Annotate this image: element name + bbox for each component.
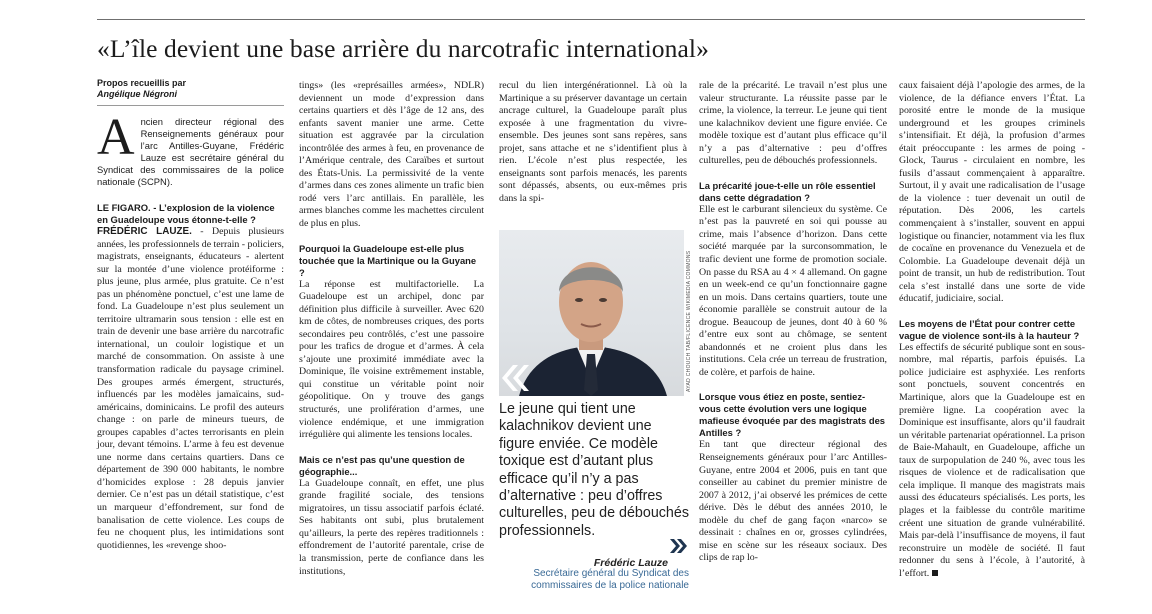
answer-5: En tant que directeur régional des Renseignements généraux pour l’arc Antilles-Guyane, entre 2004 et 2006, puis en tant que conseiller au cabinet du premier ministre de 2007 à 2012, j’ai observé les prémices de cette dérive. Dès le début des années 2010, le modèle du chef de gang façon «narco» se dessinait : chaînes en or, grosses cylindrées, mise en scène sur les réseaux sociaux. Des clips de rap lo-	[699, 439, 887, 564]
headline: «L’île devient une base arrière du narcotrafic international»	[97, 34, 709, 63]
intro-paragraph	[97, 109, 284, 188]
column-5	[899, 80, 1085, 580]
byline-author: Angélique Négroni	[97, 89, 178, 99]
end-mark-icon	[932, 570, 938, 576]
answer-2: La réponse est multifactorielle. La Guadeloupe est un archipel, donc par définition plus difficile à surveiller. Avec 620 km de côtes, de nombreuses criques, des ports secondaires peu contrôlés, c’est une passoire pour les trafics de drogue et d’armes. À cela s’ajoute une proximité immédiate avec la Dominique, île voisine extrêmement instable, qui constitue un véritable point noir géopolitique. On y trouve des gangs structurés, une prolifération d’armes, une violence endémique, et une immigration irrégulière qui alimente les tensions locales.	[299, 278, 484, 441]
question-5: Lorsque vous étiez en poste, sentiez-vous cette évolution vers une logique mafieuse évoquée par des magistrats des Antilles ?	[699, 391, 886, 439]
pull-quote-role: Secrétaire général du Syndicat des commissaires de la police nationale	[531, 568, 689, 591]
answer-1-continued: tings» (les «représailles armées», NDLR) deviennent un mode d’expression dans certains quartiers et dès l’âge de 12 ans, des enfants savent manier une arme. Cette situation est aggravée par la circulation incontrôlée des armes à feu, en provenance de l’Amérique centrale, des Caraïbes et surtout des États-Unis. La permissivité de la vente d’armes dans ces zones alimente un trafic bien rodé vers l’arc antillais. En parallèle, les armes blanches comme les machettes circulent de plus en plus.	[299, 80, 484, 230]
column-4	[699, 80, 887, 565]
byline-separator	[97, 105, 284, 106]
pull-quote-name: Frédéric Lauze	[593, 557, 668, 569]
answer-3: La Guadeloupe connaît, en effet, une plus grande fragilité sociale, des tensions migratoires, un tissu associatif parfois éclaté. Ses habitants ont subi, plus brutalement qu’ailleurs, la perte des repères traditionnels : effondrement de l’autorité parentale, crise de la transmission, perte de confiance dans les institutions,	[299, 477, 484, 577]
column-2	[299, 80, 484, 578]
answer-6	[899, 342, 1085, 580]
answer-3-end: rale de la précarité. Le travail n’est plus une valeur structurante. La réussite passe par le crime, la violence, la terreur. Le jeune qui tient une kalachnikov devient une figure enviée. Ce modèle toxique est d’autant plus efficace qu’il n’y a pas d’alternative : peu d’offres culturelles, peu de débouchés professionnels.	[699, 80, 887, 167]
answer-4: Elle est le carburant silencieux du système. Ce n’est pas la pauvreté en soi qui pousse au crime, mais l’absence d’horizon. Dans cette société marquée par la surconsommation, le trafic devient une forme de promotion sociale. On passe du RSA au 4 × 4 allemand. On gagne en un week-end ce qu’un fonctionnaire gagne en un mois. Dans certains quartiers, toute une économie parallèle se construit autour de la drogue. Beaucoup de jeunes, dont 40 à 60 % d’entre eux sont au chômage, se sentent abandonnés et ne croient plus dans les institutions. Cela crée un terreau de frustration, de colère, et parfois de haine.	[699, 203, 887, 378]
question-3: Mais ce n’est pas qu’une question de géographie...	[299, 453, 465, 477]
question-4: La précarité joue-t-elle un rôle essentiel dans cette dégradation ?	[699, 179, 876, 203]
answer-6-text: Les effectifs de sécurité publique sont en sous-nombre, mal répartis, parfois épuisés. La police judiciaire est asphyxiée. Les renforts sont ponctuels, souvent concentrés en Martinique, alors que la Guadeloupe est en première ligne. La coopération avec la Dominique est insuffisante, alors qu’il faudrait un véritable partenariat opérationnel. La prison de Baie-Mahault, en Guadeloupe, affiche un taux de surpopulation de 240 %, avec tous les risques de violence et de radicalisation que cela implique. Il manque des magistrats mais aussi des éducateurs spécialisés. Les ports, les plages et la faiblesse du contrôle maritime créent une situation de grande vulnérabilité. Mais par-delà l’insuffisance de moyens, il faut reconstruire un modèle de société. Il faut redonner du sens à l’école, à l’autorité, à l’effort.	[899, 341, 1085, 579]
drop-cap: A	[97, 109, 135, 166]
quote-chevron-icon	[499, 364, 529, 392]
answer-1-lead: FRÉDÉRIC LAUZE.	[97, 226, 192, 237]
photo-credit: AYAD CHOUCH TAB/FLICENCE WIKIMEDIA COMMONS	[686, 250, 692, 392]
column-3	[499, 80, 687, 205]
question-6: Les moyens de l’État pour contrer cette vague de violence sont-ils à la hauteur ?	[899, 317, 1080, 341]
answer-3-continued: recul du lien intergénérationnel. Là où la Martinique a su préserver davantage un certain ancrage culturel, la Guadeloupe paraît plus exposée à une fragmentation du vivre-ensemble. Des jeunes sont sans repères, sans projet, sans attache et ne s’identifient plus à rien. L’école n’est plus respectée, les enseignants sont parfois menacés, les parents sont dépassés, absents, ou eux-mêmes pris dans la spi-	[499, 80, 687, 204]
byline-kicker: Propos recueillis par	[97, 78, 187, 88]
answer-1	[97, 226, 284, 552]
top-rule	[97, 19, 1085, 20]
pull-quote: Le jeune qui tient une kalachnikov devient une figure enviée. Ce modèle toxique est d’autant plus efficace qu’il n’y a pas d’alternative : peu d’offres culturelles, peu de débouchés professionnels.	[499, 401, 689, 539]
column-1	[97, 78, 284, 552]
pull-quote-chevron-icon	[670, 539, 688, 553]
question-1: LE FIGARO. - L’explosion de la violence en Guadeloupe vous étonne-t-elle ?	[97, 202, 275, 225]
answer-5-continued: caux faisaient déjà l’apologie des armes, de la violence, de la défiance envers l’État. La porosité entre le monde de la musique underground et les groupes criminels s’intensifiait. Et déjà, la profusion d’armes était préoccupante : les armes de poing - Glock, Taurus - circulaient en nombre, les fusils d’assaut commençaient à apparaître. Surtout, il y avait une radicalisation de l’usage de la violence : tuer devenait un outil de réputation. Dès 2006, les cartels commençaient à s’installer, souvent en appui logistique ou financier, notamment via les flux de cocaïne en provenance du Venezuela et de Colombie. La Guadeloupe devenait déjà un point de transit, un hub de redistribution. Tout cela s’est installé dans une sorte de vide éducatif, judiciaire, social.	[899, 80, 1085, 305]
answer-1-text: - Depuis plusieurs années, les professionnels de terrain - policiers, magistrats, enseignants, éducateurs - alertent sur la montée d’une violence protéiforme : plus jeune, plus armée, plus gratuite. Ce n’est pas un phénomène ponctuel, c’est une lame de fond. La Guadeloupe n’est plus seulement un territoire ultramarin sous tension : elle est en train de devenir une base arrière du narcotrafic international, un couloir logistique et un marché de consommation. On assiste à une transformation radicale du paysage criminel. Des groupes armés émergent, structurés, influencés par les modèles jamaïcains, sud-américains, dominicains. Le profil des auteurs change : on parle de mineurs tueurs, de groupes capables d’actes terrorisants en plein jour, devant témoins. L’arme à feu est devenue une norme dans certains quartiers. Dans ce département de 390 000 habitants, le nombre d’homicides explose : 28 depuis janvier dernier. Ce n’est pas un détail statistique, c’est un marqueur d’effondrement, sur fond de banalisation de cette violence. Les coups de feu ne choquent plus, les intimidations sont quotidiennes, les «revenge shoo-	[97, 226, 285, 551]
question-2: Pourquoi la Guadeloupe est-elle plus touchée que la Martinique ou la Guyane ?	[299, 242, 477, 278]
intro-text: ncien directeur régional des Renseignements généraux pour l’arc Antilles-Guyane, Frédéric Lauze est secrétaire général du Syndicat des commissaires de la police nationale (SCPN).	[97, 116, 284, 187]
